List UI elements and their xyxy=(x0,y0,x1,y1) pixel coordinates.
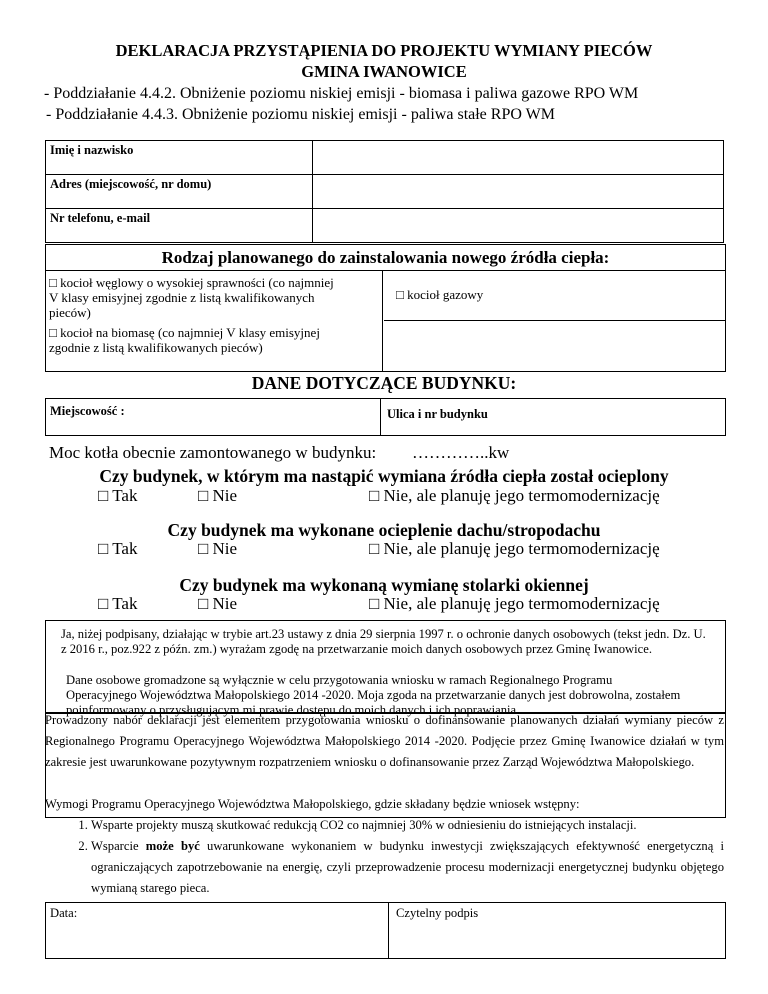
name-label-cell xyxy=(46,141,313,175)
q2-yes[interactable]: □ Tak xyxy=(98,539,138,558)
q1-yes[interactable]: □ Tak xyxy=(98,486,138,505)
question-roof-insulation: Czy budynek ma wykonane ocieplenie dachu/stropodachu xyxy=(167,520,601,540)
boiler-power-label: Moc kotła obecnie zamontowanego w budynku: xyxy=(49,443,377,462)
option-gas-boiler[interactable]: □ kocioł gazowy xyxy=(396,287,484,302)
option-coal-boiler[interactable]: □ kocioł węglowy o wysokiej sprawności (co najmniej V klasy emisyjnej zgodnie z listą kwalifikowanych pieców) xyxy=(49,275,334,320)
building-section-title: DANE DOTYCZĄCE BUDYNKU: xyxy=(251,373,517,393)
requirement-2-emphasis: może być xyxy=(145,839,200,853)
question-insulation: Czy budynek, w którym ma nastąpić wymiana źródła ciepła został ocieplony xyxy=(99,466,669,486)
building-location-row xyxy=(45,398,726,436)
q3-yes[interactable]: □ Tak xyxy=(98,594,138,613)
heat-source-title: Rodzaj planowanego do zainstalowania nowego źródła ciepła: xyxy=(46,245,725,271)
q3-plan[interactable]: □ Nie, ale planuję jego termomodernizację xyxy=(369,594,660,613)
locality-label: Miejscowość : xyxy=(50,404,125,418)
subaction-line-1: - Poddziałanie 4.4.2. Obniżenie poziomu niskiej emisji - biomasa i paliwa gazowe RPO WM xyxy=(44,85,639,102)
q2-plan[interactable]: □ Nie, ale planuję jego termomodernizację xyxy=(369,539,660,558)
consent-paragraph-1: Ja, niżej podpisany, działając w trybie art.23 ustawy z dnia 29 sierpnia 1997 r. o ochronie danych osobowych (tekst jedn. Dz. U. z 2016 r., poz.922 z późn. zm.) wyrażam zgodę na przetwarzanie moich danych osobowych przez Gminę Iwanowice. xyxy=(61,627,706,656)
date-label: Data: xyxy=(50,906,78,920)
contact-input-cell[interactable] xyxy=(313,209,724,243)
requirement-1-text: Wsparte projekty muszą skutkować redukcją CO2 co najmniej 30% w odniesieniu do istniejących instalacji. xyxy=(91,818,637,832)
document-title: DEKLARACJA PRZYSTĄPIENIA DO PROJEKTU WYMIANY PIECÓW xyxy=(115,41,653,60)
heat-source-section xyxy=(45,244,726,372)
subaction-line-2: - Poddziałanie 4.4.3. Obniżenie poziomu niskiej emisji - paliwa stałe RPO WM xyxy=(46,106,555,123)
address-label-cell xyxy=(46,175,313,209)
contact-label: Nr telefonu, e-mail xyxy=(50,211,151,225)
question-windows: Czy budynek ma wykonaną wymianę stolarki okiennej xyxy=(179,575,589,595)
consent-box xyxy=(45,620,726,717)
personal-data-table xyxy=(45,140,724,243)
signature-box xyxy=(45,902,726,959)
street-label: Ulica i nr budynku xyxy=(387,407,488,421)
requirements-block xyxy=(45,794,724,899)
requirement-item-1 xyxy=(91,815,724,836)
q2-no[interactable]: □ Nie xyxy=(198,539,238,558)
document-subtitle-gmina: GMINA IWANOWICE xyxy=(301,62,467,81)
q1-no[interactable]: □ Nie xyxy=(198,486,238,505)
name-label: Imię i nazwisko xyxy=(50,143,134,157)
contact-label-cell xyxy=(46,209,313,243)
heat-source-divider xyxy=(382,270,383,371)
q3-no[interactable]: □ Nie xyxy=(198,594,238,613)
address-input-cell[interactable] xyxy=(313,175,724,209)
requirements-intro: Wymogi Programu Operacyjnego Województwa Małopolskiego, gdzie składany będzie wniosek wstępny: xyxy=(45,797,580,811)
option-biomass-boiler[interactable]: □ kocioł na biomasę (co najmniej V klasy emisyjnej zgodnie z listą kwalifikowanych pieców) xyxy=(49,325,320,355)
address-label: Adres (miejscowość, nr domu) xyxy=(50,177,212,191)
consent-paragraph-2: Dane osobowe gromadzone są wyłącznie w celu przygotowania wniosku w ramach Regionalnego Programu Operacyjnego Województwa Małopolskiego 2014 -2020. Moja zgoda na przetwarzanie danych jest dobrowolna, zostałem poinformowany o przysługującym mi prawie dostępu do moich danych i ich poprawiania. xyxy=(66,673,681,717)
boiler-power-value[interactable]: …………..kw xyxy=(412,443,510,462)
building-location-divider xyxy=(380,399,381,435)
name-input-cell[interactable] xyxy=(313,141,724,175)
requirement-2-post: uwarunkowane wykonaniem w budynku inwestycji zwiększających efektywność energetyczną i ograniczających zapotrzebowanie na energię, czyli przeprowadzenie procesu modernizacji energetycznej budynku objętego wymianą starego pieca. xyxy=(91,839,725,895)
signature-label: Czytelny podpis xyxy=(396,906,479,920)
requirement-item-2 xyxy=(91,836,724,899)
requirement-2-pre: Wsparcie xyxy=(91,839,146,853)
signature-divider xyxy=(388,903,389,958)
info-paragraph: Prowadzony nabór deklaracji jest elementem przygotowania wniosku o dofinansowanie planowanych działań wymiany pieców z Regionalnego Programu Operacyjnego Województwa Małopolskiego 2014 -2020. Podjęcie przez Gminę Iwanowice działań w tym zakresie jest uwarunkowane pozytywnym rozpatrzeniem wniosku o dofinansowanie przez Zarząd Województwa Małopolskiego. xyxy=(45,713,724,769)
requirements-list xyxy=(45,815,724,899)
heat-source-divider-h xyxy=(384,320,725,321)
q1-plan[interactable]: □ Nie, ale planuję jego termomodernizację xyxy=(369,486,660,505)
